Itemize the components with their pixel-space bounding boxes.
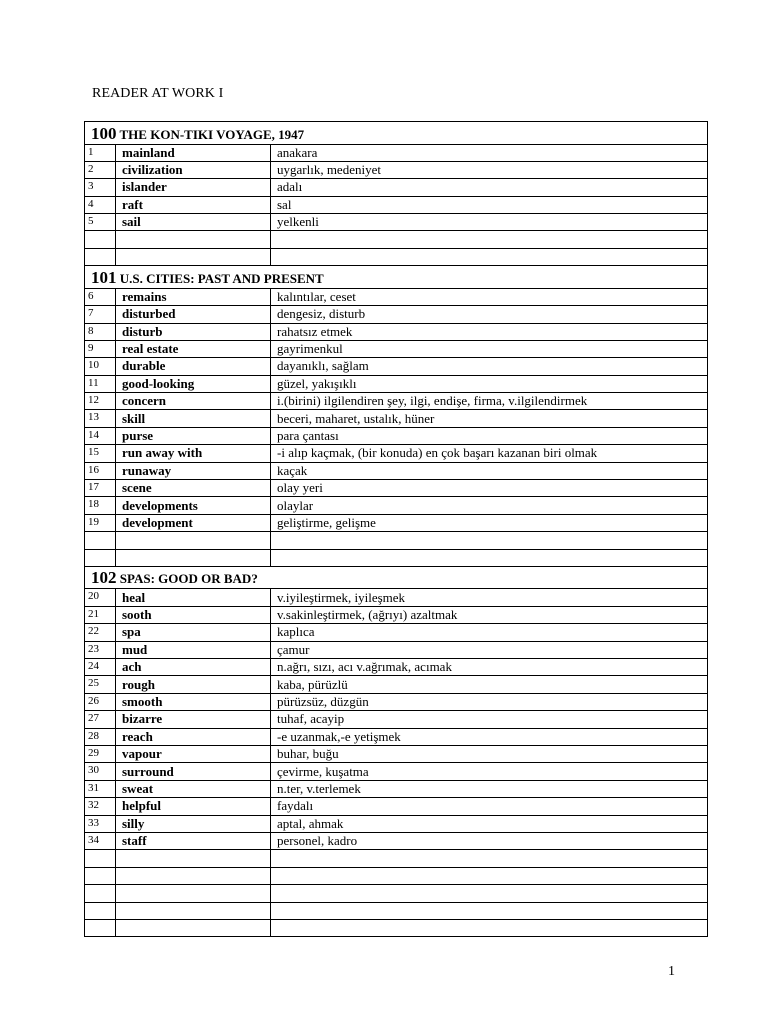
page-number: 1 <box>668 964 675 979</box>
entry-number: 3 <box>85 179 116 196</box>
entry-meaning: geliştirme, gelişme <box>271 514 708 531</box>
entry-word: sweat <box>116 780 271 797</box>
section-header-cell <box>85 266 708 289</box>
entry-meaning: dengesiz, disturb <box>271 306 708 323</box>
entry-word: ach <box>116 659 271 676</box>
entry-number: 1 <box>85 144 116 161</box>
entry-word: good-looking <box>116 375 271 392</box>
entry-word: run away with <box>116 445 271 462</box>
blank-cell <box>271 885 708 902</box>
table-row <box>85 179 708 196</box>
entry-number: 25 <box>85 676 116 693</box>
blank-row <box>85 248 708 265</box>
entry-meaning: kaplıca <box>271 624 708 641</box>
blank-cell <box>271 549 708 566</box>
entry-meaning: kaba, pürüzlü <box>271 676 708 693</box>
blank-cell <box>271 248 708 265</box>
entry-number: 4 <box>85 196 116 213</box>
entry-word: smooth <box>116 693 271 710</box>
table-row <box>85 410 708 427</box>
blank-row <box>85 902 708 919</box>
section-number: 100 <box>91 123 117 143</box>
table-row <box>85 427 708 444</box>
document-title: READER AT WORK I <box>92 86 224 101</box>
table-row <box>85 480 708 497</box>
table-row <box>85 815 708 832</box>
entry-number: 34 <box>85 832 116 849</box>
entry-number: 11 <box>85 375 116 392</box>
blank-cell <box>271 919 708 936</box>
entry-number: 2 <box>85 161 116 178</box>
table-row <box>85 161 708 178</box>
entry-meaning: n.ter, v.terlemek <box>271 780 708 797</box>
entry-word: islander <box>116 179 271 196</box>
entry-word: raft <box>116 196 271 213</box>
section-header-cell <box>85 566 708 589</box>
blank-cell <box>85 885 116 902</box>
entry-number: 28 <box>85 728 116 745</box>
entry-number: 20 <box>85 589 116 606</box>
entry-word: spa <box>116 624 271 641</box>
vocabulary-table-body <box>85 122 708 937</box>
entry-number: 33 <box>85 815 116 832</box>
entry-word: rough <box>116 676 271 693</box>
entry-meaning: rahatsız etmek <box>271 323 708 340</box>
entry-number: 14 <box>85 427 116 444</box>
blank-cell <box>116 248 271 265</box>
entry-meaning: sal <box>271 196 708 213</box>
entry-meaning: anakara <box>271 144 708 161</box>
entry-word: remains <box>116 288 271 305</box>
entry-number: 16 <box>85 462 116 479</box>
entry-meaning: buhar, buğu <box>271 746 708 763</box>
table-row <box>85 606 708 623</box>
entry-meaning: pürüzsüz, düzgün <box>271 693 708 710</box>
entry-number: 5 <box>85 214 116 231</box>
entry-number: 26 <box>85 693 116 710</box>
entry-word: development <box>116 514 271 531</box>
entry-word: surround <box>116 763 271 780</box>
entry-meaning: kalıntılar, ceset <box>271 288 708 305</box>
entry-word: heal <box>116 589 271 606</box>
blank-cell <box>116 532 271 549</box>
table-row <box>85 832 708 849</box>
entry-meaning: uygarlık, medeniyet <box>271 161 708 178</box>
entry-meaning: beceri, maharet, ustalık, hüner <box>271 410 708 427</box>
entry-word: reach <box>116 728 271 745</box>
entry-word: skill <box>116 410 271 427</box>
entry-meaning: v.sakinleştirmek, (ağrıyı) azaltmak <box>271 606 708 623</box>
entry-meaning: yelkenli <box>271 214 708 231</box>
entry-meaning: aptal, ahmak <box>271 815 708 832</box>
blank-cell <box>116 231 271 248</box>
entry-number: 7 <box>85 306 116 323</box>
table-row <box>85 676 708 693</box>
entry-number: 23 <box>85 641 116 658</box>
entry-word: helpful <box>116 798 271 815</box>
blank-cell <box>85 248 116 265</box>
entry-meaning: adalı <box>271 179 708 196</box>
entry-number: 17 <box>85 480 116 497</box>
table-row <box>85 711 708 728</box>
section-title: U.S. CITIES: PAST AND PRESENT <box>119 270 324 286</box>
entry-word: bizarre <box>116 711 271 728</box>
entry-number: 27 <box>85 711 116 728</box>
entry-meaning: olay yeri <box>271 480 708 497</box>
blank-cell <box>85 867 116 884</box>
entry-number: 32 <box>85 798 116 815</box>
entry-meaning: n.ağrı, sızı, acı v.ağrımak, acımak <box>271 659 708 676</box>
entry-meaning: faydalı <box>271 798 708 815</box>
section-header <box>85 122 708 145</box>
blank-row <box>85 867 708 884</box>
table-row <box>85 445 708 462</box>
entry-word: sooth <box>116 606 271 623</box>
entry-number: 22 <box>85 624 116 641</box>
table-row <box>85 659 708 676</box>
table-row <box>85 393 708 410</box>
entry-number: 21 <box>85 606 116 623</box>
entry-number: 13 <box>85 410 116 427</box>
table-row <box>85 798 708 815</box>
entry-meaning: -e uzanmak,-e yetişmek <box>271 728 708 745</box>
vocabulary-table <box>84 121 708 937</box>
entry-word: purse <box>116 427 271 444</box>
entry-meaning: dayanıklı, sağlam <box>271 358 708 375</box>
entry-meaning: kaçak <box>271 462 708 479</box>
entry-word: real estate <box>116 340 271 357</box>
entry-meaning: personel, kadro <box>271 832 708 849</box>
entry-number: 18 <box>85 497 116 514</box>
entry-number: 6 <box>85 288 116 305</box>
entry-word: civilization <box>116 161 271 178</box>
entry-number: 24 <box>85 659 116 676</box>
blank-cell <box>271 867 708 884</box>
entry-word: mainland <box>116 144 271 161</box>
blank-cell <box>85 231 116 248</box>
section-number: 102 <box>91 568 117 588</box>
table-row <box>85 144 708 161</box>
entry-meaning: v.iyileştirmek, iyileşmek <box>271 589 708 606</box>
entry-word: mud <box>116 641 271 658</box>
table-row <box>85 196 708 213</box>
blank-row <box>85 919 708 936</box>
blank-cell <box>116 902 271 919</box>
blank-row <box>85 850 708 867</box>
entry-meaning: çamur <box>271 641 708 658</box>
section-title: SPAS: GOOD OR BAD? <box>119 571 258 587</box>
blank-row <box>85 231 708 248</box>
table-row <box>85 375 708 392</box>
entry-word: disturb <box>116 323 271 340</box>
blank-cell <box>85 532 116 549</box>
entry-word: concern <box>116 393 271 410</box>
table-row <box>85 641 708 658</box>
table-row <box>85 306 708 323</box>
entry-meaning: çevirme, kuşatma <box>271 763 708 780</box>
blank-cell <box>116 867 271 884</box>
table-row <box>85 624 708 641</box>
table-row <box>85 288 708 305</box>
section-title: THE KON-TIKI VOYAGE, 1947 <box>119 126 305 142</box>
blank-cell <box>271 231 708 248</box>
table-row <box>85 589 708 606</box>
blank-cell <box>116 885 271 902</box>
blank-cell <box>85 902 116 919</box>
table-row <box>85 746 708 763</box>
blank-row <box>85 532 708 549</box>
blank-cell <box>116 919 271 936</box>
entry-word: vapour <box>116 746 271 763</box>
entry-number: 10 <box>85 358 116 375</box>
entry-number: 12 <box>85 393 116 410</box>
entry-word: durable <box>116 358 271 375</box>
entry-number: 15 <box>85 445 116 462</box>
entry-meaning: i.(birini) ilgilendiren şey, ilgi, endişe, firma, v.ilgilendirmek <box>271 393 708 410</box>
entry-number: 9 <box>85 340 116 357</box>
entry-meaning: güzel, yakışıklı <box>271 375 708 392</box>
section-number: 101 <box>91 267 117 287</box>
blank-cell <box>116 850 271 867</box>
entry-meaning: olaylar <box>271 497 708 514</box>
table-row <box>85 340 708 357</box>
section-header <box>85 566 708 589</box>
table-row <box>85 693 708 710</box>
table-row <box>85 358 708 375</box>
section-header-cell <box>85 122 708 145</box>
entry-number: 30 <box>85 763 116 780</box>
blank-row <box>85 549 708 566</box>
entry-number: 31 <box>85 780 116 797</box>
table-row <box>85 323 708 340</box>
table-row <box>85 780 708 797</box>
blank-cell <box>85 850 116 867</box>
table-row <box>85 728 708 745</box>
table-row <box>85 497 708 514</box>
entry-word: disturbed <box>116 306 271 323</box>
entry-meaning: tuhaf, acayip <box>271 711 708 728</box>
entry-meaning: gayrimenkul <box>271 340 708 357</box>
table-row <box>85 462 708 479</box>
entry-number: 8 <box>85 323 116 340</box>
entry-word: sail <box>116 214 271 231</box>
section-header <box>85 266 708 289</box>
blank-cell <box>85 919 116 936</box>
entry-meaning: para çantası <box>271 427 708 444</box>
entry-number: 19 <box>85 514 116 531</box>
entry-word: developments <box>116 497 271 514</box>
blank-row <box>85 885 708 902</box>
entry-word: staff <box>116 832 271 849</box>
blank-cell <box>116 549 271 566</box>
blank-cell <box>85 549 116 566</box>
entry-number: 29 <box>85 746 116 763</box>
entry-word: scene <box>116 480 271 497</box>
blank-cell <box>271 902 708 919</box>
blank-cell <box>271 532 708 549</box>
table-row <box>85 514 708 531</box>
entry-word: silly <box>116 815 271 832</box>
entry-meaning: -i alıp kaçmak, (bir konuda) en çok başarı kazanan biri olmak <box>271 445 708 462</box>
blank-cell <box>271 850 708 867</box>
table-row <box>85 763 708 780</box>
table-row <box>85 214 708 231</box>
entry-word: runaway <box>116 462 271 479</box>
